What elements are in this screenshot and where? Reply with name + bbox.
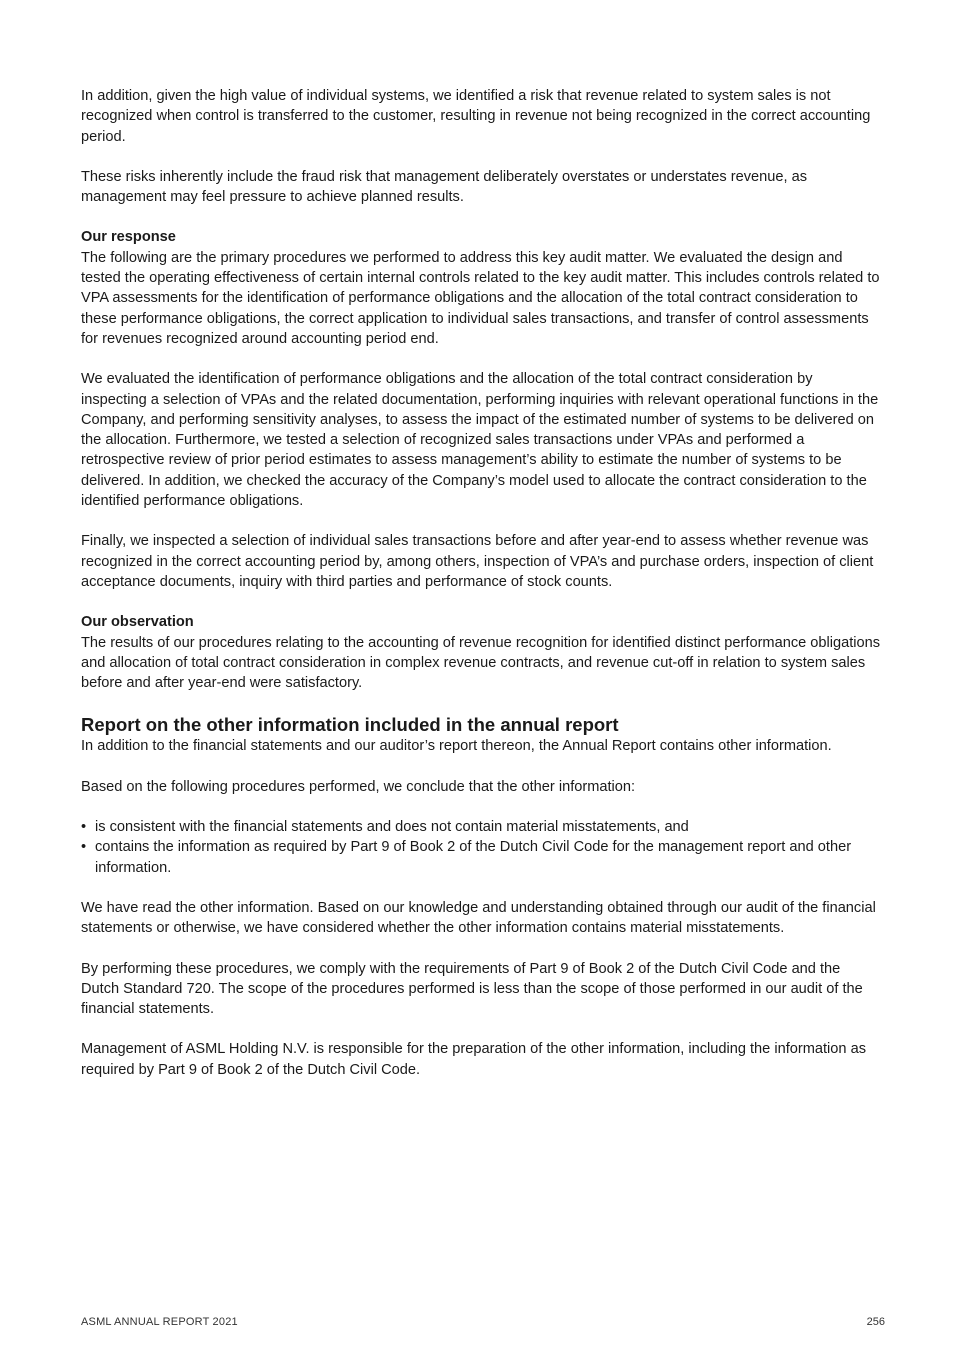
conclusion-list (81, 817, 881, 878)
paragraph-observation: The results of our procedures relating to the accounting of revenue recognition for identified distinct performance obligations and allocation of total contract consideration in complex revenue contracts, and revenue cut-off in relation to system sales before and after year-end were satisfactory. (81, 634, 881, 692)
paragraph-response-procedures: The following are the primary procedures we performed to address this key audit matter. We evaluated the design and tested the operating effectiveness of certain internal controls related to the key audit matter. This includes controls related to VPA assessments for the identification of performance obligations and the allocation of the total contract consideration to these performance obligations, the correct application to individual sales transactions, and transfer of control assessments for revenues recognized around accounting period end. (81, 249, 880, 347)
paragraph-read-other-info: We have read the other information. Based on our knowledge and understanding obtained through our audit of the financial statements or otherwise, we have considered whether the other information contains material misstatements. (81, 899, 876, 937)
heading-our-observation: Our observation (81, 614, 194, 631)
section-heading-other-information: Report on the other information included in the annual report (81, 714, 619, 736)
paragraph-risk-cutoff: In addition, given the high value of individual systems, we identified a risk that revenue related to system sales is not recognized when control is transferred to the customer, resulting in revenue not being recognized in the correct accounting period. (81, 88, 871, 145)
paragraph-other-info-intro: In addition to the financial statements and our auditor’s report thereon, the Annual Report contains other information. (81, 738, 832, 755)
paragraph-management-responsibility: Management of ASML Holding N.V. is responsible for the preparation of the other information, including the information as required by Part 9 of Book 2 of the Dutch Civil Code. (81, 1041, 866, 1078)
paragraph-other-info-conclude: Based on the following procedures performed, we conclude that the other information: (81, 778, 636, 795)
list-item-text: is consistent with the financial statements and does not contain material misstatements, and (95, 819, 689, 836)
list-item-text: contains the information as required by Part 9 of Book 2 of the Dutch Civil Code for the management report and other information. (95, 839, 852, 876)
heading-our-response: Our response (81, 229, 176, 246)
list-item (81, 817, 881, 837)
paragraph-response-evaluation: We evaluated the identification of performance obligations and the allocation of the total contract consideration by inspecting a selection of VPAs and the related documentation, performing inquiries with relevant operational functions in the Company, and performing sensitivity analyses, to assess the impact of the estimated number of systems to be delivered on the allocation. Furthermore, we tested a selection of recognized sales transactions under VPAs and performed a retrospective review of prior period estimates to assess management’s ability to estimate the number of systems to be delivered. In addition, we checked the accuracy of the Company’s model used to allocate the contract consideration to the identified performance obligations. (81, 371, 879, 510)
footer-page-number: 256 (866, 1316, 885, 1328)
bullet-icon: • (81, 839, 87, 856)
paragraph-compliance: By performing these procedures, we comply with the requirements of Part 9 of Book 2 of the Dutch Civil Code and the Dutch Standard 720. The scope of the procedures performed is less than the scope of those performed in our audit of the financial statements. (81, 960, 863, 1018)
paragraph-response-inspection: Finally, we inspected a selection of individual sales transactions before and after year-end to assess whether revenue was recognized in the correct accounting period by, among others, inspection of VPA’s and purchase orders, inspection of client acceptance documents, inquiry with third parties and performance of stock counts. (81, 533, 874, 590)
document-body (81, 86, 881, 1100)
bullet-icon: • (81, 819, 87, 836)
paragraph-fraud-risk: These risks inherently include the fraud risk that management deliberately overstates or understates revenue, as management may feel pressure to achieve planned results. (81, 168, 808, 206)
footer-report-title: ASML ANNUAL REPORT 2021 (81, 1316, 238, 1328)
list-item (81, 837, 881, 878)
